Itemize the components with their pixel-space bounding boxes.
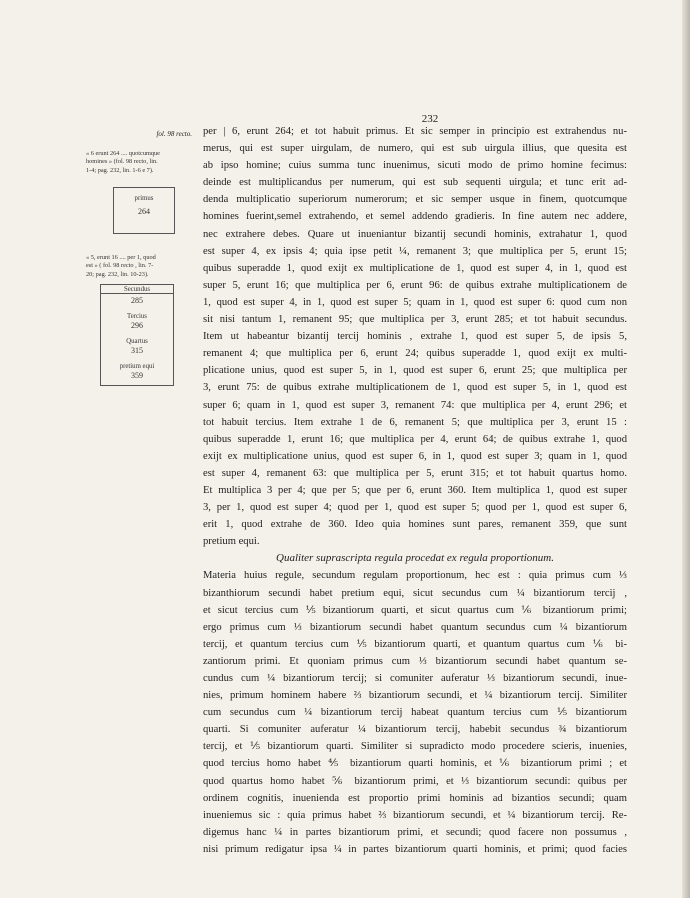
text-line: quod quartus homo habet ⅚ bizantiorum primi, et ⅓ bizantiorum secundi: quibus per	[203, 775, 627, 787]
margin-note-2	[86, 254, 192, 279]
text-line: digemus hanc ¼ in partes bizantiorum primi, et secundi; quod facere non possumus ,	[203, 826, 627, 838]
text-line: et sicut tercius cum ⅕ bizantiorum quarti, et sicut quartus cum ⅙ bizantiorum primi;	[203, 604, 627, 616]
text-line: homines fuerint,semel extrahendo, et semel addendo gradieris. In fine autem nec addere,	[203, 211, 627, 223]
text-line: nisi primum redigatur ipsa ¼ in partes bizantiorum quarti hominis, et primi; quod facies	[203, 843, 627, 855]
text-line: quod tercius homo habet ⅘ bizantiorum quarti hominis, et ⅙ bizantiorum primi ; et	[203, 758, 627, 770]
main-text	[203, 123, 627, 858]
text-line: super 5, erunt 16; que multiplica per 6, erunt 96: de quibus extrahe multiplicationem de	[203, 279, 627, 291]
text-line: 3, per 1, quod est super 4; quod per 1, quod est super 5; quod per 1, quod est super 6,	[203, 502, 627, 514]
text-line: Materia huius regule, secundum regulam proportionum, hec est : quia primus cum ⅓	[203, 570, 627, 582]
text-line: ordinem cognitis, inuenienda est proportio primi hominis ad bizantios secundi; quam	[203, 792, 627, 804]
box-label: Secundus	[123, 286, 151, 293]
text-line: cundus cum ¼ bizantiorum tercij; si comuniter auferatur ⅓ bizantiorum secundi, inue-	[203, 673, 627, 684]
box-value: 359	[131, 371, 143, 380]
text-line: Item ut habeantur bizantij tercij hominis , extrahe 1, quod est super 5, de ipsis 5,	[203, 331, 627, 343]
text-line: tercij, et ⅕ bizantiorum quarti. Similiter si supradicto modo procedere scieris, inuenies,	[203, 741, 627, 753]
text-line: pretium equi.	[203, 536, 260, 548]
text-line: 3, erunt 75: de quibus extrahe multiplicationem de 1, quod est super 5, in 1, quod est	[203, 382, 627, 394]
text-line: quibus superadde 1, erunt 16; que multiplica per 4, erunt 64; de quibus extrahe 1, quod	[203, 433, 627, 445]
text-line: tercij, et quantum tercius cum ⅕ bizantiorum quarti, et quantum quartus cum ⅙ bi-	[203, 638, 627, 650]
margin-note-line: est » ( fol. 98 recto , lin. 7-	[86, 262, 154, 270]
text-line: exijt ex multiplicatione unius, quod est super 6, in 1, quod est super 3; quam in 1, quod	[203, 450, 627, 462]
box-label: pretium equi	[119, 363, 155, 370]
text-line: nies, primum hominem habere ⅔ bizantiorum secundi, et ¼ bizantiorum tercij. Similiter	[203, 690, 627, 702]
box-value: 296	[131, 321, 143, 330]
text-line: deinde est multiplicandus per numerum, qui est sub sequenti uirgula; et tunc erit ad-	[203, 177, 627, 189]
text-line: nec extrahere debes. Quare ut inueniantur bizantij secundi hominis, extrahatur 1, quod	[203, 228, 627, 240]
box-value: 315	[131, 346, 143, 355]
text-line: quarti. Si comuniter auferatur ¼ bizantiorum tercij, habebit secundus ¾ bizantiorum	[203, 724, 627, 736]
text-line: bizanthiorum secundi habet pretium equi, sicut secundus cum ¼ bizantiorum tercij ,	[203, 587, 627, 599]
box-value: 285	[131, 296, 143, 305]
text-line: inueniemus sic : quia primus habet ⅔ bizantiorum secundi, et ¼ bizantiorum tercij. Re-	[203, 809, 627, 821]
margin-note-line: 20; pag. 232, lin. 10-23).	[86, 270, 149, 278]
text-line: denda multiplicatio superiorum numerorum; et sic semper usque in finem, quotcumque	[203, 194, 627, 206]
box-label: primus	[134, 195, 154, 202]
margin-note-line: « 5, erunt 16 .... per 1, quod	[86, 254, 156, 261]
box-label: Tercius	[127, 313, 147, 320]
section-heading: Qualiter suprascripta regula procedat ex regula proportionum.	[276, 552, 554, 565]
text-line: sit nisi tantum 1, remanent 95; que multiplica per 3, erunt 285; et tot habuit secundus.	[203, 314, 627, 326]
text-line: erit 1, quod extrahe de 360. Ideo quia homines sunt pares, remanent 359, que sunt	[203, 519, 627, 531]
text-line: 1, quod est super 4, in 1, quod est super 5; quam in 1, quod est super 6: quod cum non	[203, 296, 627, 308]
page-number: 232	[421, 113, 439, 125]
box-value: 264	[138, 207, 150, 216]
text-line: super 6; quam in 1, quod est super 3, remanent 74: que multiplica per 4, erunt 296; et	[203, 399, 627, 411]
text-line: remanent 4; que multiplica per 6, erunt 24; quibus superadde 1, quod exijt ex multi-	[203, 348, 627, 360]
text-line: zantiorum primi. Et quoniam primus cum ⅓ bizantiorum secundi habet quantum se-	[203, 655, 627, 667]
text-line: tot habuit tercius. Item extrahe 1 de 6, remanent 5; que multiplica per 3, erunt 15 :	[203, 416, 627, 428]
margin-folio-reference: fol. 98 recto.	[156, 130, 192, 138]
box-divider	[101, 293, 173, 294]
text-line: ab ipso homine; cuius summa tunc inuenimus, sicuti modo de primo homine fecimus:	[203, 160, 627, 172]
text-line: merus, qui est super uirgulam, de numero, qui est sub uirgula illius, que quesita est	[203, 143, 627, 155]
text-line: plicatione unius, quod est super 5, in 1, quod est super 6, erunt 25; que multiplica per	[203, 365, 627, 377]
text-line: est super 4, ex ipsis 4; quia ipse petit ¼, remanent 3; que multiplica per 5, erunt 15;	[203, 245, 627, 257]
margin-note-1	[86, 150, 192, 175]
text-line: Et multiplica 3 per 4; que per 5; que per 6, erunt 360. Item multiplica 1, quod est super	[203, 484, 627, 496]
page-edge	[682, 0, 690, 898]
text-line: ergo primus cum ⅓ bizantiorum secundi habet quantum secundus cum ¼ bizantiorum	[203, 621, 627, 633]
margin-note-line: homines » (fol. 98 recto, lin.	[86, 158, 158, 166]
box-label: Quartus	[126, 338, 148, 345]
text-line: per | 6, erunt 264; et tot habuit primus. Et sic semper in principio est extrahendus nu-	[203, 126, 627, 137]
margin-note-line: 1-4; pag. 232, lin. 1-6 e 7).	[86, 166, 154, 174]
margin-note-line: « 6 erunt 264 .... quotcumque	[86, 150, 160, 157]
text-line: cum secundus cum ¼ bizantiorum tercij habeat quantum tercius cum ⅕ bizantiorum	[203, 707, 627, 719]
margin-box-primus	[113, 187, 175, 234]
margin-box-totals	[100, 284, 174, 386]
text-line: est super 4, remanent 63: que multiplica per 5, erunt 315; et tot habuit quartus homo.	[203, 467, 627, 479]
text-line: quibus superadde 1, quod exijt ex multiplicatione de 1, quod est super 4, in 1, quod est	[203, 262, 627, 274]
